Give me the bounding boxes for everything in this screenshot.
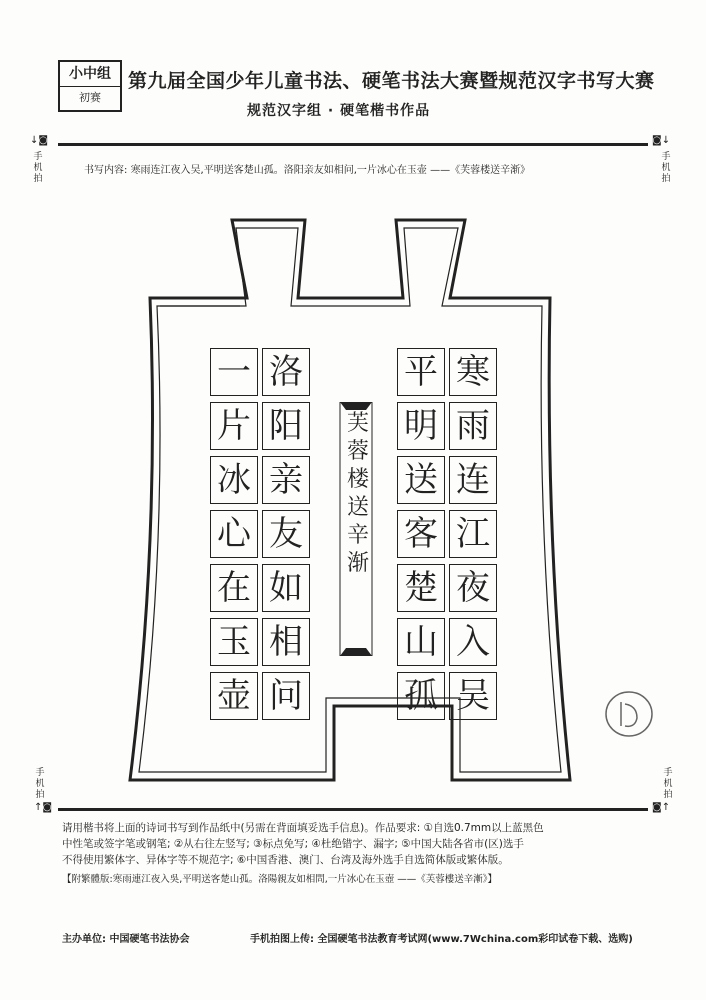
grid-cell: 明 [397, 402, 445, 450]
grid-cell: 友 [262, 510, 310, 558]
grid-cell: 相 [262, 618, 310, 666]
side-label-top-left: 手机拍 [33, 152, 43, 184]
grid-cell: 问 [262, 672, 310, 720]
writing-content-label: 书写内容: [84, 165, 128, 176]
upload-info: 手机拍图上传: 全国硬笔书法教育考试网(www.7Wchina.com彩印试卷下载、选购) [250, 934, 633, 945]
traditional-version-note: 【附繁體版:寒雨連江夜入吳,平明送客楚山孤。洛陽親友如相問,一片冰心在玉壺 ——《芙蓉樓送辛漸》】 [62, 874, 498, 885]
grid-cell: 孤 [397, 672, 445, 720]
grid-cell: 片 [210, 402, 258, 450]
grid-cell: 亲 [262, 456, 310, 504]
poem-title-char: 楼 [346, 467, 369, 492]
grid-cell: 夜 [449, 564, 497, 612]
grid-cell: 冰 [210, 456, 258, 504]
organizer: 主办单位: 中国硬笔书法协会 [62, 934, 190, 945]
side-label-bottom-right: 手机拍 [663, 768, 673, 800]
writing-content-text: 寒雨连江夜入吴,平明送客楚山孤。洛阳亲友如相问,一片冰心在玉壶 ——《芙蓉楼送辛渐》 [130, 165, 531, 176]
grid-cell: 雨 [449, 402, 497, 450]
poem-title-char: 芙 [346, 411, 369, 436]
score-stamp [603, 688, 655, 740]
group-label: 小中组 [60, 62, 120, 87]
poem-title-char: 送 [346, 495, 369, 520]
grid-cell: 入 [449, 618, 497, 666]
grid-cell: 阳 [262, 402, 310, 450]
grid-cell: 连 [449, 456, 497, 504]
camera-icon-bottom-right: ◙↑ [652, 802, 671, 813]
side-label-bottom-left: 手机拍 [35, 768, 45, 800]
poem-title-column [343, 410, 373, 578]
stage-label: 初赛 [79, 91, 101, 104]
requirements [62, 820, 652, 868]
grid-cell: 心 [210, 510, 258, 558]
grid-cell: 洛 [262, 348, 310, 396]
camera-icon-top-right: ◙↓ [652, 135, 671, 146]
grid-cell: 客 [397, 510, 445, 558]
grid-cell: 在 [210, 564, 258, 612]
grid-cell: 一 [210, 348, 258, 396]
grid-cell: 玉 [210, 618, 258, 666]
poem-title-char: 蓉 [346, 439, 369, 464]
poem-title-char: 辛 [346, 523, 369, 548]
grid-cell: 寒 [449, 348, 497, 396]
grid-cell: 壶 [210, 672, 258, 720]
grid-cell: 吴 [449, 672, 497, 720]
camera-icon-bottom-left: ↑◙ [34, 802, 53, 813]
camera-icon-top-left: ↓◙ [30, 135, 49, 146]
grid-cell: 平 [397, 348, 445, 396]
grid-cell: 江 [449, 510, 497, 558]
grid-cell: 如 [262, 564, 310, 612]
bottom-rule [58, 808, 648, 811]
poem-title-char: 渐 [346, 551, 369, 576]
page-title: 第九届全国少年儿童书法、硬笔书法大赛暨规范汉字书写大赛 [128, 70, 655, 92]
page-subtitle: 规范汉字组 · 硬笔楷书作品 [247, 103, 431, 119]
grid-cell: 送 [397, 456, 445, 504]
side-label-top-right: 手机拍 [661, 152, 671, 184]
requirements-line: 请用楷书将上面的诗词书写到作品纸中(另需在背面填妥选手信息)。作品要求: ①自选0.7mm以上蓝黑色 [62, 822, 544, 834]
requirements-line: 不得使用繁体字、异体字等不规范字; ⑥中国香港、澳门、台湾及海外选手自选简体版或繁体版。 [62, 854, 509, 866]
grid-cell: 山 [397, 618, 445, 666]
grid-cell: 楚 [397, 564, 445, 612]
requirements-line: 中性笔或签字笔或钢笔; ②从右往左竖写; ③标点免写; ④杜绝错字、漏字; ⑤中国大陆各省市(区)选手 [62, 838, 524, 850]
